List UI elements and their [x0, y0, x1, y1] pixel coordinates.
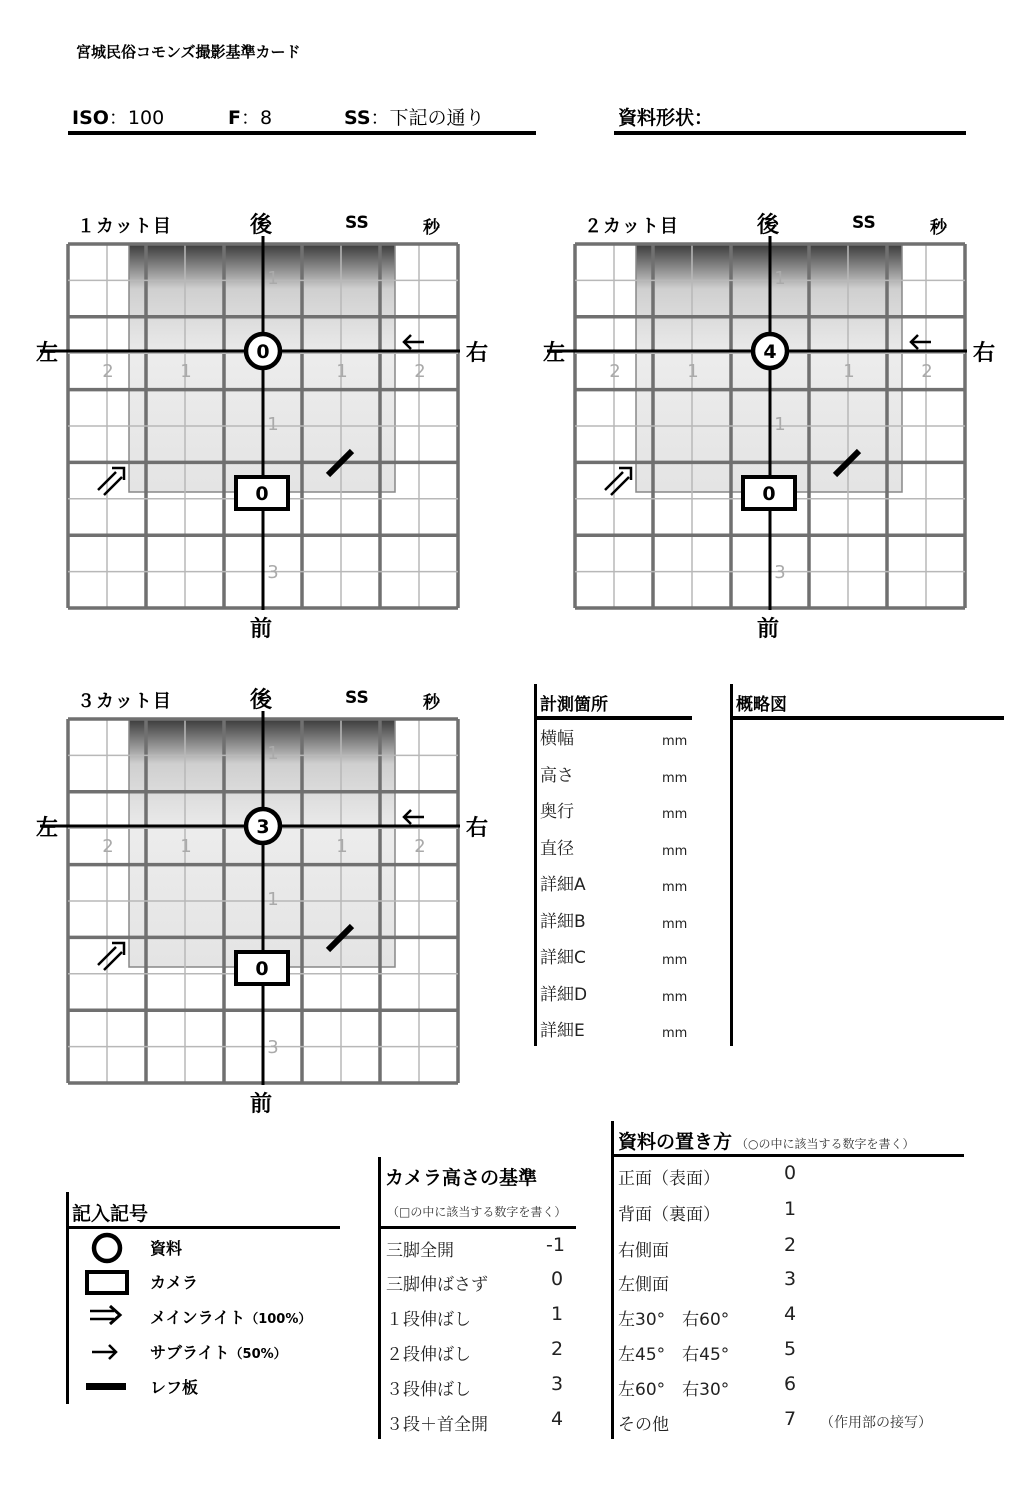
- placement-value: 0: [784, 1162, 797, 1184]
- cut-label: ２カット目: [584, 216, 679, 237]
- camera-height-value: 2: [551, 1338, 564, 1360]
- distance-mark: 3: [267, 1037, 279, 1058]
- legend-item-label: レフ板: [150, 1378, 199, 1397]
- legend-item: [150, 1236, 182, 1259]
- f-value: ：8: [240, 107, 273, 129]
- placement-title-text: 資料の置き方: [618, 1131, 733, 1153]
- placement-note: （○の中に該当する数字を書く）: [736, 1137, 915, 1151]
- distance-mark: 2: [102, 836, 114, 857]
- measurement-item: 高さ: [540, 766, 574, 786]
- legend-item: [150, 1270, 198, 1293]
- distance-mark: 3: [774, 562, 786, 583]
- f-label: F: [228, 107, 241, 129]
- distance-mark: 1: [336, 361, 348, 382]
- direction-back: 後: [250, 688, 273, 713]
- placement-label: 左45° 右45°: [618, 1345, 730, 1365]
- camera-height-label: 三脚伸ばさず: [386, 1275, 488, 1295]
- ss-label: SS: [345, 688, 369, 708]
- distance-mark: 2: [414, 836, 426, 857]
- distance-mark: 2: [609, 361, 621, 382]
- cut-label: １カット目: [77, 216, 172, 237]
- camera-height-label: 三脚全開: [386, 1241, 454, 1261]
- camera-height-value: 4: [551, 1408, 564, 1430]
- placement-label: 左30° 右60°: [618, 1310, 730, 1330]
- sketch-underline: [732, 716, 1004, 720]
- measurement-item: 詳細C: [540, 948, 586, 968]
- measurement-item: 奥行: [540, 802, 574, 822]
- legend-item-label: 資料: [150, 1239, 183, 1258]
- distance-mark: 1: [774, 414, 786, 435]
- shape-label: 資料形状：: [618, 107, 714, 129]
- camera-height-value: 1: [551, 1303, 564, 1325]
- distance-mark: 1: [267, 268, 279, 289]
- material-number: 4: [763, 341, 777, 363]
- measurement-item: 直径: [540, 839, 574, 859]
- distance-mark: 2: [921, 361, 933, 382]
- placement-label: 正面（表面）: [618, 1169, 720, 1189]
- placement-value: 6: [784, 1373, 797, 1395]
- camera-box-icon: [87, 1272, 127, 1293]
- measurement-item: 横幅: [540, 729, 574, 749]
- legend-item-label: サブライト: [150, 1343, 230, 1362]
- measurement-title: 計測箇所: [540, 695, 608, 715]
- camera-height-note: （□の中に該当する数字を書く）: [387, 1205, 567, 1219]
- placement-vertical-line: [611, 1121, 614, 1439]
- card-title: 宮城民俗コモンズ撮影基準カード: [76, 43, 301, 61]
- placement-label: 右側面: [618, 1241, 669, 1261]
- legend-vertical-line: [66, 1192, 69, 1404]
- measurement-vertical-line: [534, 684, 537, 1046]
- direction-right: 右: [973, 341, 996, 366]
- distance-mark: 1: [267, 889, 279, 910]
- distance-mark: 2: [102, 361, 114, 382]
- measurement-unit: mm: [662, 917, 688, 932]
- camera-height-title: カメラ高さの基準: [385, 1167, 538, 1189]
- measurement-item: 詳細E: [540, 1021, 585, 1041]
- distance-mark: 3: [267, 562, 279, 583]
- direction-back: 後: [757, 213, 780, 238]
- camera-height-value: 3: [551, 1373, 564, 1395]
- direction-front: 前: [250, 1092, 273, 1117]
- legend-item-percent: （100%）: [245, 1312, 312, 1327]
- measurement-unit: mm: [662, 880, 688, 895]
- placement-label: その他: [618, 1415, 669, 1435]
- material-number: 0: [256, 341, 270, 363]
- legend-symbols: [80, 1230, 140, 1410]
- placement-value: 1: [784, 1198, 797, 1220]
- distance-mark: 1: [843, 361, 855, 382]
- placement-value: 4: [784, 1303, 797, 1325]
- seconds-label: 秒: [423, 693, 440, 713]
- distance-mark: 1: [267, 743, 279, 764]
- distance-mark: 1: [180, 836, 192, 857]
- f-field: [228, 103, 272, 130]
- placement-label: 背面（裏面）: [618, 1205, 720, 1225]
- placement-title: [618, 1127, 915, 1154]
- ss-label: SS: [345, 213, 369, 233]
- camera-height-label: ３段伸ばし: [386, 1380, 471, 1400]
- seconds-label: 秒: [423, 218, 440, 238]
- placement-value: 7: [784, 1408, 797, 1430]
- direction-left: 左: [543, 341, 566, 366]
- iso-value: ：100: [108, 107, 165, 129]
- measurement-unit: mm: [662, 953, 688, 968]
- ss-value: ：下記の通り: [370, 107, 485, 129]
- distance-mark: 1: [687, 361, 699, 382]
- distance-mark: 1: [180, 361, 192, 382]
- placement-label: 左60° 右30°: [618, 1380, 730, 1400]
- seconds-label: 秒: [930, 218, 947, 238]
- direction-right: 右: [466, 816, 489, 841]
- iso-field: [72, 103, 164, 130]
- cut-grid-diagram: [66, 244, 476, 630]
- legend-item: [150, 1375, 198, 1398]
- measurement-unit: mm: [662, 844, 688, 859]
- measurement-unit: mm: [662, 807, 688, 822]
- camera-height-label: ３段＋首全開: [386, 1415, 488, 1435]
- camera-number: 0: [255, 958, 269, 980]
- header-underline-left: [68, 131, 536, 135]
- direction-left: 左: [36, 341, 59, 366]
- distance-mark: 1: [267, 414, 279, 435]
- measurement-item: 詳細B: [540, 912, 586, 932]
- main-light-double-arrow-icon: [90, 1306, 120, 1324]
- direction-front: 前: [757, 617, 780, 642]
- cut-label: ３カット目: [77, 691, 172, 712]
- measurement-underline: [536, 716, 692, 720]
- placement-value: 3: [784, 1268, 797, 1290]
- sketch-title: 概略図: [736, 695, 787, 715]
- cut-grid-diagram: [66, 719, 476, 1105]
- measurement-unit: mm: [662, 990, 688, 1005]
- material-number: 3: [256, 816, 270, 838]
- distance-mark: 1: [336, 836, 348, 857]
- legend-item: [150, 1305, 311, 1328]
- reflector-icon: [86, 1383, 126, 1390]
- cut-grid-diagram: [573, 244, 983, 630]
- measurement-item: 詳細D: [540, 985, 588, 1005]
- camera-height-label: ２段伸ばし: [386, 1345, 471, 1365]
- placement-underline: [614, 1154, 964, 1157]
- legend-item-label: カメラ: [150, 1273, 199, 1292]
- distance-mark: 1: [774, 268, 786, 289]
- placement-value: 5: [784, 1338, 797, 1360]
- legend-item-percent: （50%）: [229, 1347, 287, 1362]
- legend-item-label: メインライト: [150, 1308, 246, 1327]
- sketch-vertical-line: [730, 684, 733, 1046]
- ss-field: [344, 103, 485, 130]
- iso-label: ISO: [72, 107, 109, 129]
- camera-height-vertical-line: [378, 1157, 381, 1439]
- camera-height-label: １段伸ばし: [386, 1310, 471, 1330]
- legend-underline: [68, 1226, 340, 1229]
- legend-title: 記入記号: [72, 1203, 149, 1225]
- sub-light-arrow-icon: [92, 1345, 116, 1359]
- camera-height-underline: [381, 1226, 576, 1229]
- camera-number: 0: [762, 483, 776, 505]
- direction-front: 前: [250, 617, 273, 642]
- measurement-unit: mm: [662, 734, 688, 749]
- camera-height-value: -1: [546, 1234, 565, 1256]
- measurement-item: 詳細A: [540, 875, 586, 895]
- camera-number: 0: [255, 483, 269, 505]
- measurement-unit: mm: [662, 1026, 688, 1041]
- placement-label: 左側面: [618, 1275, 669, 1295]
- direction-back: 後: [250, 213, 273, 238]
- camera-height-value: 0: [551, 1268, 564, 1290]
- direction-right: 右: [466, 341, 489, 366]
- material-circle-icon: [94, 1235, 120, 1261]
- ss-label: SS: [344, 107, 371, 129]
- legend-item: [150, 1340, 287, 1363]
- header-underline-right: [614, 131, 966, 135]
- placement-extra: （作用部の接写）: [820, 1415, 932, 1431]
- ss-label: SS: [852, 213, 876, 233]
- placement-value: 2: [784, 1234, 797, 1256]
- measurement-unit: mm: [662, 771, 688, 786]
- direction-left: 左: [36, 816, 59, 841]
- distance-mark: 2: [414, 361, 426, 382]
